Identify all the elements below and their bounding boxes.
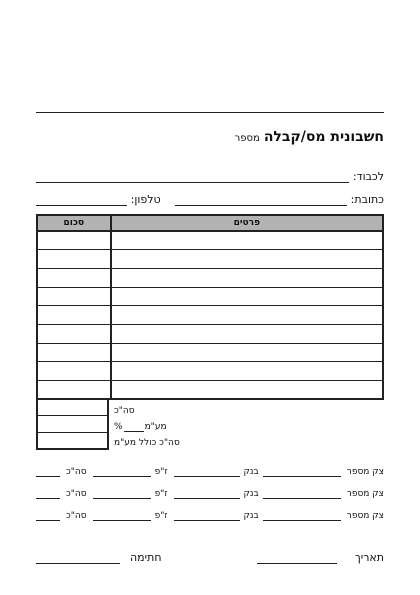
details-column-header: פרטים — [111, 215, 383, 231]
table-row — [37, 268, 383, 287]
table-row — [37, 362, 383, 381]
item-amount-cell[interactable] — [37, 362, 111, 381]
date-field[interactable] — [257, 552, 337, 564]
to-field[interactable] — [36, 171, 349, 183]
form-number-label: מספר — [234, 133, 260, 144]
check-amount-label: סה"כ — [66, 489, 87, 499]
to-label: לכבוד: — [352, 170, 384, 183]
total-incl-vat-label: סה"כ כולל מע"מ — [114, 438, 180, 448]
item-amount-cell[interactable] — [37, 287, 111, 306]
item-amount-cell[interactable] — [37, 306, 111, 325]
check-date-field[interactable] — [93, 511, 151, 521]
signature-field[interactable] — [36, 552, 120, 564]
bank-label: בנק — [243, 511, 259, 521]
item-amount-cell[interactable] — [37, 250, 111, 269]
check-number-field[interactable] — [263, 511, 341, 521]
check-amount-label: סה"כ — [66, 467, 87, 477]
check-row — [36, 467, 384, 477]
check-date-label: ז"פ — [154, 511, 168, 521]
total-incl-vat-field[interactable] — [38, 433, 107, 449]
date-row — [257, 551, 384, 564]
bank-field[interactable] — [174, 467, 240, 477]
check-date-field[interactable] — [93, 489, 151, 499]
bank-field[interactable] — [174, 489, 240, 499]
vat-amount-field[interactable] — [38, 416, 107, 432]
address-label: כתובת: — [350, 193, 384, 206]
check-date-field[interactable] — [93, 467, 151, 477]
item-amount-cell[interactable] — [37, 343, 111, 362]
item-amount-cell[interactable] — [37, 268, 111, 287]
items-table-body — [37, 231, 383, 399]
date-label: תאריך — [354, 551, 384, 564]
phone-label: טלפון: — [130, 193, 161, 206]
form-header — [235, 129, 384, 145]
phone-field[interactable] — [36, 194, 127, 206]
item-details-cell[interactable] — [111, 287, 383, 306]
item-details-cell[interactable] — [111, 250, 383, 269]
item-details-cell[interactable] — [111, 343, 383, 362]
signature-row — [36, 551, 162, 564]
item-details-cell[interactable] — [111, 324, 383, 343]
item-details-cell[interactable] — [111, 231, 383, 250]
bank-field[interactable] — [174, 511, 240, 521]
table-row — [37, 324, 383, 343]
check-row — [36, 511, 384, 521]
check-number-field[interactable] — [263, 467, 341, 477]
total-amount-field[interactable] — [38, 400, 107, 416]
signature-label: חתימה — [130, 551, 162, 564]
item-amount-cell[interactable] — [37, 231, 111, 250]
check-amount-field[interactable] — [36, 511, 60, 521]
bank-label: בנק — [243, 489, 259, 499]
table-row — [37, 231, 383, 250]
table-row — [37, 250, 383, 269]
total-label: סה"כ — [114, 406, 135, 416]
item-amount-cell[interactable] — [37, 381, 111, 400]
amount-column-header: סכום — [37, 215, 111, 231]
check-amount-label: סה"כ — [66, 511, 87, 521]
vat-label: מע"מ — [144, 422, 167, 432]
items-table-header — [37, 215, 383, 231]
item-details-cell[interactable] — [111, 362, 383, 381]
table-row — [37, 343, 383, 362]
bank-label: בנק — [243, 467, 259, 477]
table-row — [37, 381, 383, 400]
item-details-cell[interactable] — [111, 381, 383, 400]
check-number-label: צק מספר — [346, 489, 384, 499]
check-number-field[interactable] — [263, 489, 341, 499]
check-number-label: צק מספר — [346, 511, 384, 521]
items-table — [36, 214, 384, 400]
check-number-label: צק מספר — [346, 467, 384, 477]
item-amount-cell[interactable] — [37, 324, 111, 343]
address-phone-row — [36, 193, 384, 206]
vat-label-row — [114, 422, 167, 432]
address-field[interactable] — [175, 194, 347, 206]
totals-section — [36, 400, 236, 450]
table-row — [37, 287, 383, 306]
percent-sign: % — [114, 422, 123, 432]
check-amount-field[interactable] — [36, 489, 60, 499]
check-date-label: ז"פ — [154, 467, 168, 477]
recipient-to-row — [36, 170, 384, 183]
vat-percent-field[interactable] — [124, 423, 144, 432]
check-amount-field[interactable] — [36, 467, 60, 477]
item-details-cell[interactable] — [111, 268, 383, 287]
top-divider — [36, 112, 384, 113]
check-row — [36, 489, 384, 499]
form-title: חשבונית מס/קבלה — [263, 129, 384, 145]
totals-box — [36, 400, 109, 450]
table-row — [37, 306, 383, 325]
check-date-label: ז"פ — [154, 489, 168, 499]
item-details-cell[interactable] — [111, 306, 383, 325]
